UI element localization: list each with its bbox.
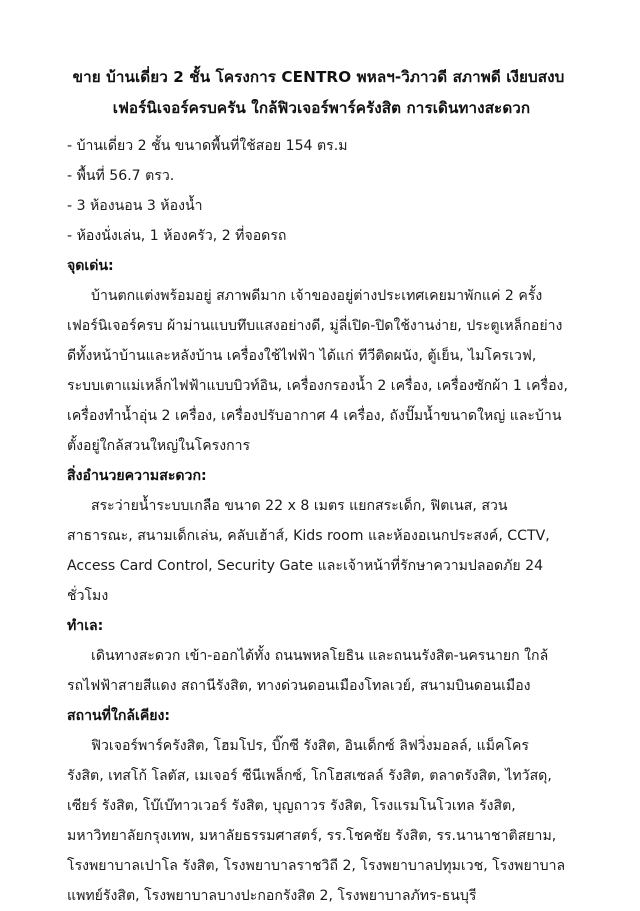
list-item: - พื้นที่ 56.7 ตรว. xyxy=(67,168,175,184)
section-location xyxy=(67,611,570,701)
section-body: ฟิวเจอร์พาร์ครังสิต, โฮมโปร, บิ๊กซี รังสิต, อินเด็กซ์ ลิฟวิ่งมอลล์, แม็คโคร รังสิต, เทสโก้ โลตัส, เมเจอร์ ซีนีเพล็กซ์, โกโฮสเซลล์ รังสิต, ตลาดรังสิต, ไทวัสดุ, เซียร์ รังสิต, โบ๊เบ๊ทาวเวอร์ รังสิต, บุญถาวร รังสิต, โรงแรมโนโวเทล รังสิต, มหาวิทยาลัยกรุงเทพ, มหาลัยธรรมศาสตร์, รร.โชคชัย รังสิต, รร.นานาชาติสยาม, โรงพยาบาลเปาโล รังสิต, โรงพยาบาลราชวิถี 2, โรงพยาบาลปทุมเวช, โรงพยาบาลแพทย์รังสิต, โรงพยาบาลบางปะกอกรังสิต 2, โรงพยาบาลภัทร-ธนบุรี xyxy=(67,738,566,904)
section-body: บ้านตกแต่งพร้อมอยู่ สภาพดีมาก เจ้าของอยู่ต่างประเทศเคยมาพักแค่ 2 ครั้ง เฟอร์นิเจอร์ครบ ผ้าม่านแบบทึบแสงอย่างดี, มู่ลี่เปิด-ปิดใช้งานง่าย, ประตูเหล็กอย่างดีทั้งหน้าบ้านและหลังบ้าน เครื่องใช้ไฟฟ้า ได้แก่ ทีวีติดผนัง, ตู้เย็น, ไมโครเวฟ, ระบบเตาแม่เหล็กไฟฟ้าแบบบิวท์อิน, เครื่องกรองน้ำ 2 เครื่อง, เครื่องซักผ้า 1 เครื่อง, เครื่องทำน้ำอุ่น 2 เครื่อง, เครื่องปรับอากาศ 4 เครื่อง, ถังปั๊มน้ำขนาดใหญ่ และบ้านตั้งอยู่ใกล้สวนใหญ่ในโครงการ xyxy=(67,288,568,454)
section-heading: สิ่งอำนวยความสะดวก: xyxy=(67,468,207,484)
page-title xyxy=(67,62,570,124)
list-item: - ห้องนั่งเล่น, 1 ห้องครัว, 2 ที่จอดรถ xyxy=(67,228,287,244)
section-facilities xyxy=(67,461,570,611)
list-item: - 3 ห้องนอน 3 ห้องน้ำ xyxy=(67,198,203,214)
page-title-line-2: เฟอร์นิเจอร์ครบครัน ใกล้ฟิวเจอร์พาร์ครังสิต การเดินทางสะดวก xyxy=(112,99,531,117)
section-body: สระว่ายน้ำระบบเกลือ ขนาด 22 x 8 เมตร แยกสระเด็ก, ฟิตเนส, สวนสาธารณะ, สนามเด็กเล่น, คลับเฮ้าส์, Kids room และห้องอเนกประสงค์, CCTV, Access Card Control, Security Gate และเจ้าหน้าที่รักษาความปลอดภัย 24 ชั่วโมง xyxy=(67,498,550,604)
section-body: เดินทางสะดวก เข้า-ออกได้ทั้ง ถนนพหลโยธิน และถนนรังสิต-นครนายก ใกล้รถไฟฟ้าสายสีแดง สถานีรังสิต, ทางด่วนดอนเมืองโทลเวย์, สนามบินดอนเมือง xyxy=(67,648,549,694)
section-heading: จุดเด่น: xyxy=(67,258,114,274)
section-heading: ทำเล: xyxy=(67,618,104,634)
section-heading: สถานที่ใกล้เคียง: xyxy=(67,708,171,724)
list-item: - บ้านเดี่ยว 2 ชั้น ขนาดพื้นที่ใช้สอย 154 ตร.ม xyxy=(67,138,348,154)
section-nearby-places xyxy=(67,701,570,911)
section-highlights xyxy=(67,251,570,461)
page-title-line-1: ขาย บ้านเดี่ยว 2 ชั้น โครงการ CENTRO พหลฯ-วิภาวดี สภาพดี เงียบสงบ xyxy=(72,68,565,86)
property-spec-list xyxy=(67,131,570,251)
